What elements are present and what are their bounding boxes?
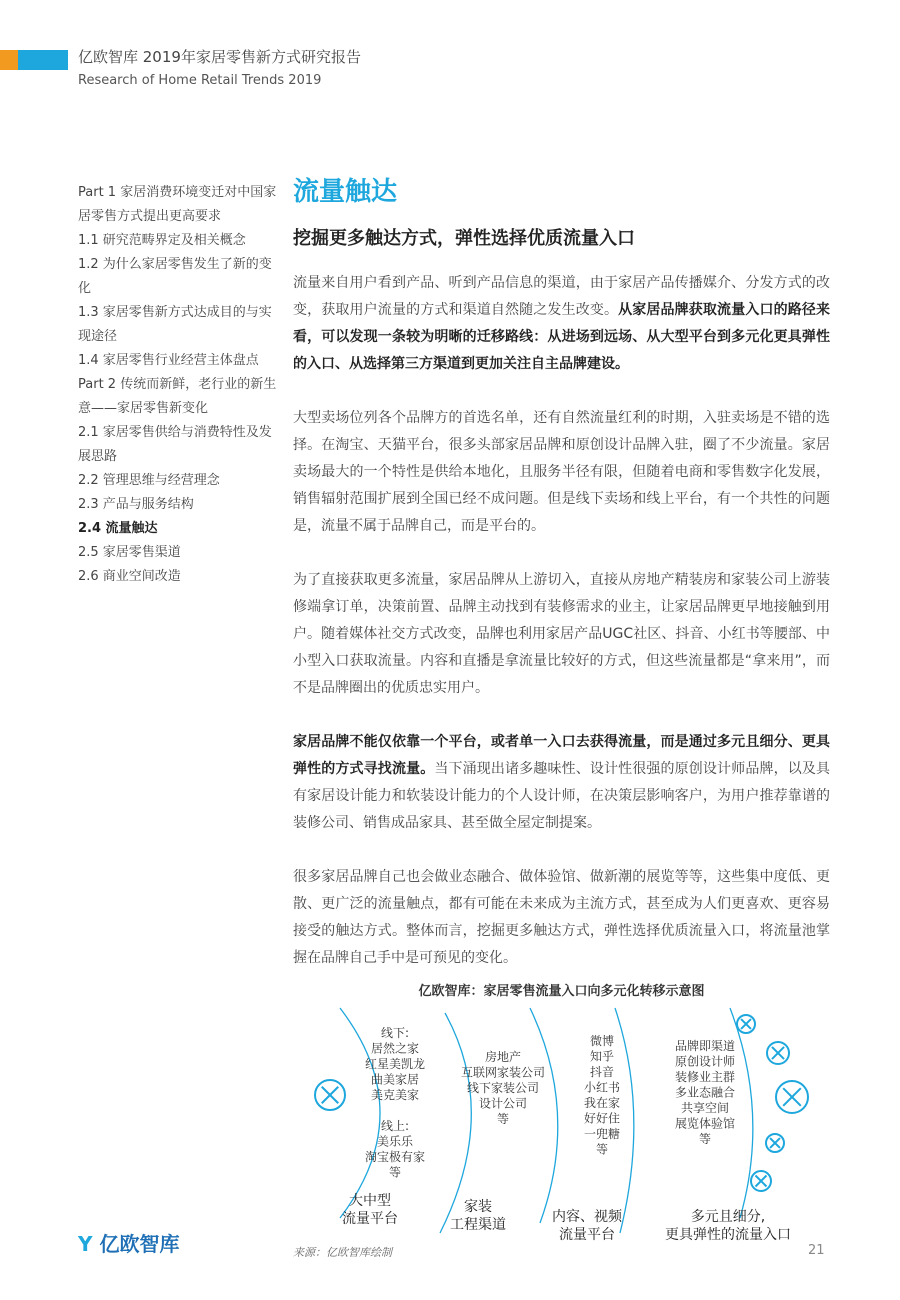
page-number: 21 <box>808 1243 825 1258</box>
toc-item[interactable]: 2.3 产品与服务结构 <box>78 497 194 512</box>
diagram-item-text: 房地产 <box>484 1050 522 1064</box>
header-accent-orange <box>0 50 18 70</box>
report-subtitle: Research of Home Retail Trends 2019 <box>78 73 322 88</box>
diagram-item-text: 原创设计师 <box>674 1054 736 1069</box>
emphasis-text: 家居品牌不能仅依靠一个平台，或者单一入口去获得流量，而是通过多元且细分、更具弹性的方式寻找流量。 <box>293 734 830 777</box>
toc-item[interactable]: 2.2 管理思维与经营理念 <box>78 473 220 488</box>
body-paragraph: 为了直接获取更多流量，家居品牌从上游切入，直接从房地产精装房和家装公司上游装修端拿订单，决策前置、品牌主动找到有装修需求的业主，让家居品牌更早地接触到用户。随着媒体社交方式改变，品牌也利用家居产品UGC社区、抖音、小红书等腰部、中小型入口获取流量。内容和直播是拿流量比较好的方式，但这些流量都是“拿来用”，而不是品牌圈出的优质忠实用户。 <box>293 572 830 696</box>
toc-item[interactable]: 1.2 为什么家居零售发生了新的变化 <box>78 257 272 296</box>
diagram-item-text: 等 <box>388 1165 402 1180</box>
diagram-item-text: 小红书 <box>583 1080 621 1095</box>
diagram-item-text: 多业态融合 <box>674 1085 736 1100</box>
body-paragraph: 大型卖场位列各个品牌方的首选名单，还有自然流量红利的时期，入驻卖场是不错的选择。在淘宝、天猫平台，很多头部家居品牌和原创设计品牌入驻，圈了不少流量。家居卖场最大的一个特性是供给本地化，且服务半径有限，但随着电商和零售数字化发展，销售辐射范围扩展到全国已经不成问题。但是线下卖场和线上平台，有一个共性的问题是，流量不属于品牌自己，而是平台的。 <box>293 410 830 534</box>
cross-circle-icon <box>737 1015 755 1033</box>
diagram-item-text: 美克美家 <box>370 1088 420 1102</box>
diagram-category-label: 流量平台 <box>342 1211 398 1227</box>
diagram-item-text: 等 <box>698 1132 712 1146</box>
traffic-migration-diagram <box>300 1003 840 1243</box>
table-of-contents <box>78 181 278 589</box>
diagram-item-text: 线下: <box>380 1026 410 1040</box>
diagram-item-text: 等 <box>496 1112 510 1126</box>
toc-item[interactable]: 2.4 流量触达 <box>78 521 158 536</box>
brand-logo <box>78 1228 179 1257</box>
diagram-item-text: 好好住 <box>583 1111 621 1126</box>
header-accent-blue <box>18 50 68 70</box>
diagram-item-text: 品牌即渠道 <box>674 1039 736 1053</box>
diagram-category-label: 工程渠道 <box>450 1217 506 1233</box>
cross-circle-icon <box>751 1171 771 1191</box>
report-title: 亿欧智库 2019年家居零售新方式研究报告 <box>78 48 361 66</box>
diagram-item-text: 互联网家装公司 <box>460 1065 546 1080</box>
diagram-item-text: 美乐乐 <box>376 1134 414 1149</box>
diagram-category-label: 流量平台 <box>559 1227 615 1243</box>
section-title: 流量触达 <box>293 177 398 207</box>
diagram-item-text: 等 <box>595 1142 609 1157</box>
diagram-category-label: 大中型 <box>349 1193 391 1209</box>
diagram-category-label: 内容、视频 <box>552 1209 622 1225</box>
toc-item[interactable]: Part 1 家居消费环境变迁对中国家居零售方式提出更高要求 <box>78 185 277 224</box>
diagram-item-text: 知乎 <box>589 1049 615 1064</box>
toc-item[interactable]: 2.5 家居零售渠道 <box>78 545 181 560</box>
diagram-item-text: 展览体验馆 <box>674 1116 736 1131</box>
diagram-item-text: 微博 <box>589 1034 615 1048</box>
diagram-category-label: 多元且细分, <box>690 1209 766 1225</box>
diagram-item-text: 线上: <box>380 1119 410 1133</box>
toc-item[interactable]: 2.6 商业空间改造 <box>78 569 181 584</box>
cross-circle-icon <box>315 1080 345 1110</box>
toc-item[interactable]: 1.1 研究范畴界定及相关概念 <box>78 233 246 248</box>
diagram-item-text: 抖音 <box>589 1065 615 1079</box>
logo-text: 亿欧智库 <box>99 1232 180 1256</box>
cross-circle-icon <box>766 1134 784 1152</box>
section-subtitle: 挖掘更多触达方式，弹性选择优质流量入口 <box>293 228 635 249</box>
diagram-category-label: 家装 <box>464 1199 492 1215</box>
body-paragraph: 流量来自用户看到产品、听到产品信息的渠道，由于家居产品传播媒介、分发方式的改变，获取用户流量的方式和渠道自然随之发生改变。从家居品牌获取流量入口的路径来看，可以发现一条较为明晰的迁移路线：从进场到远场、从大型平台到多元化更具弹性的入口、从选择第三方渠道到更加关注自主品牌建设。 <box>293 275 831 372</box>
divider-arc-1 <box>340 1008 380 1218</box>
cross-circle-icon <box>767 1042 789 1064</box>
divider-arc-3 <box>530 1008 558 1223</box>
toc-item[interactable]: 1.4 家居零售行业经营主体盘点 <box>78 353 259 368</box>
toc-item[interactable]: Part 2 传统而新鲜，老行业的新生意——家居零售新变化 <box>78 377 277 416</box>
diagram-item-text: 曲美家居 <box>370 1072 420 1087</box>
diagram-item-text: 共享空间 <box>680 1101 730 1115</box>
diagram-source: 来源：亿欧智库绘制 <box>293 1246 392 1259</box>
body-text <box>293 270 830 972</box>
diagram-item-text: 线下家装公司 <box>466 1081 540 1095</box>
body-paragraph: 家居品牌不能仅依靠一个平台，或者单一入口去获得流量，而是通过多元且细分、更具弹性的方式寻找流量。当下涌现出诸多趣味性、设计性很强的原创设计师品牌，以及具有家居设计能力和软装设计能力的个人设计师，在决策层影响客户，为用户推荐靠谱的装修公司、销售成品家具、甚至做全屋定制提案。 <box>293 734 831 831</box>
diagram-item-text: 装修业主群 <box>674 1070 736 1084</box>
cross-circle-icon <box>776 1081 808 1113</box>
diagram-item-text: 居然之家 <box>370 1041 420 1056</box>
diagram-item-text: 红星美凯龙 <box>364 1057 426 1071</box>
diagram-item-text: 我在家 <box>583 1096 621 1110</box>
main-content <box>293 172 830 999</box>
diagram-item-text: 淘宝极有家 <box>364 1150 426 1164</box>
emphasis-text: 从家居品牌获取流量入口的路径来看，可以发现一条较为明晰的迁移路线：从进场到远场、从大型平台到多元化更具弹性的入口、从选择第三方渠道到更加关注自主品牌建设。 <box>293 302 831 372</box>
toc-item[interactable]: 1.3 家居零售新方式达成目的与实现途径 <box>78 305 272 344</box>
body-paragraph: 很多家居品牌自己也会做业态融合、做体验馆、做新潮的展览等等，这些集中度低、更散、更广泛的流量触点，都有可能在未来成为主流方式，甚至成为人们更喜欢、更容易接受的触达方式。整体而言，挖掘更多触达方式，弹性选择优质流量入口，将流量池掌握在品牌自己手中是可预见的变化。 <box>293 869 830 966</box>
diagram-title: 亿欧智库：家居零售流量入口向多元化转移示意图 <box>418 984 705 999</box>
diagram-item-text: 设计公司 <box>478 1096 528 1111</box>
logo-mark-icon: Y <box>78 1232 93 1256</box>
toc-item[interactable]: 2.1 家居零售供给与消费特性及发展思路 <box>78 425 272 464</box>
diagram-item-text: 一兜糖 <box>583 1127 621 1141</box>
diagram-category-label: 更具弹性的流量入口 <box>665 1227 791 1243</box>
